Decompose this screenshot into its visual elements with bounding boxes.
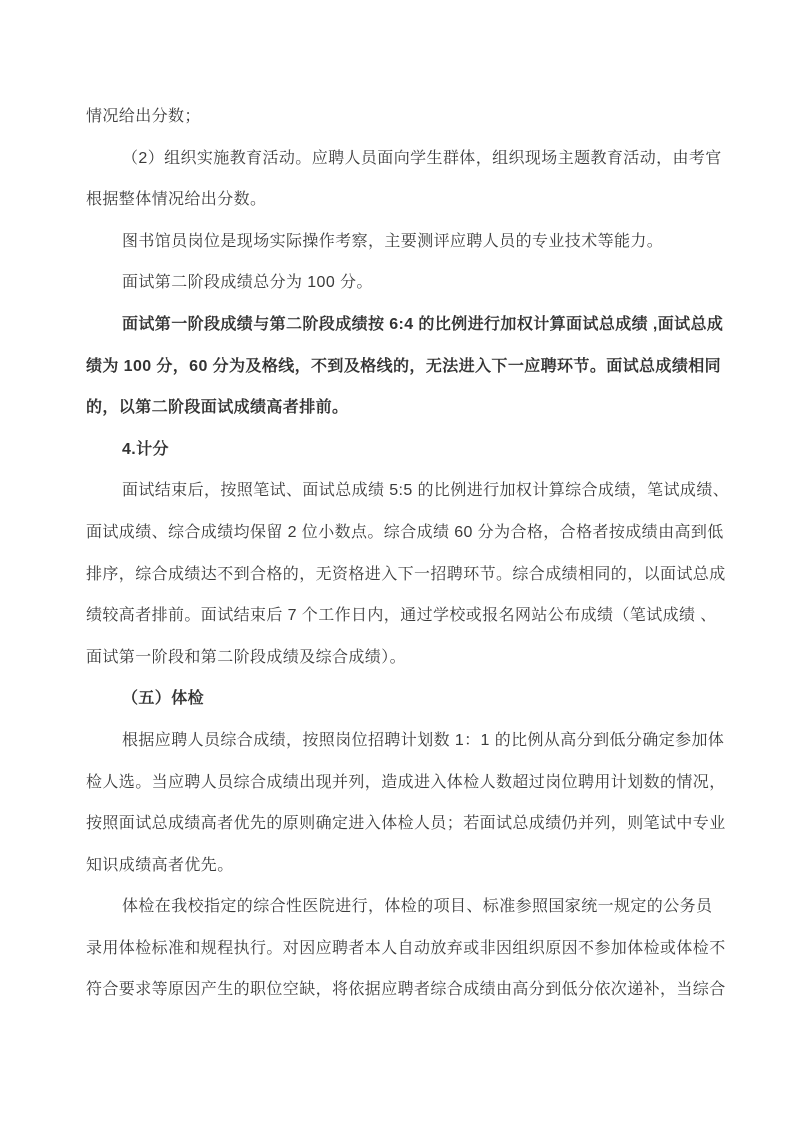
section-heading-physical-exam: （五）体检 [122,690,205,708]
text-line: 按照面试总成绩高者优先的原则确定进入体检人员；若面试总成绩仍并列，则笔试中专业 [86,815,726,833]
text-line: 体检在我校指定的综合性医院进行，体检的项目、标准参照国家统一规定的公务员 [122,898,713,916]
text-line: 绩较高者排前。面试结束后 7 个工作日内，通过学校或报名网站公布成绩（笔试成绩 、 [86,607,717,625]
text-line: 根据整体情况给出分数。 [86,191,267,209]
text-line: 图书馆员岗位是现场实际操作考察，主要测评应聘人员的专业技术等能力。 [122,232,664,250]
text-line: 面试第一阶段和第二阶段成绩及综合成绩）。 [86,648,407,666]
text-line: 排序，综合成绩达不到合格的，无资格进入下一招聘环节。综合成绩相同的，以面试总成 [86,565,726,583]
text-line: 面试第二阶段成绩总分为 100 分。 [122,274,373,292]
text-line: 录用体检标准和规程执行。对因应聘者本人自动放弃或非因组织原因不参加体检或体检不 [86,939,726,957]
text-line: 面试成绩、综合成绩均保留 2 位小数点。综合成绩 60 分为合格，合格者按成绩由高到低 [86,523,724,541]
text-line-emphasis: 绩为 100 分，60 分为及格线，不到及格线的，无法进入下一应聘环节。面试总成绩相同 [86,357,722,375]
text-line: 知识成绩高者优先。 [86,856,234,874]
text-line: 情况给出分数； [86,108,201,125]
text-line: 符合要求等原因产生的职位空缺，将依据应聘者综合成绩由高分到低分依次递补，当综合 [86,981,726,999]
text-line: 面试结束后，按照笔试、面试总成绩 5:5 的比例进行加权计算综合成绩，笔试成绩、 [122,482,730,500]
text-line: 根据应聘人员综合成绩，按照岗位招聘计划数 1：1 的比例从高分到低分确定参加体 [122,731,725,749]
text-line: （2）组织实施教育活动。应聘人员面向学生群体，组织现场主题教育活动，由考官 [122,149,722,167]
section-heading-scoring: 4.计分 [122,440,169,458]
text-line-emphasis: 面试第一阶段成绩与第二阶段成绩按 6:4 的比例进行加权计算面试总成绩 ,面试总成 [122,315,724,333]
text-line-emphasis: 的，以第二阶段面试成绩高者排前。 [86,399,349,417]
text-line: 检人选。当应聘人员综合成绩出现并列，造成进入体检人数超过岗位聘用计划数的情况， [86,773,726,791]
